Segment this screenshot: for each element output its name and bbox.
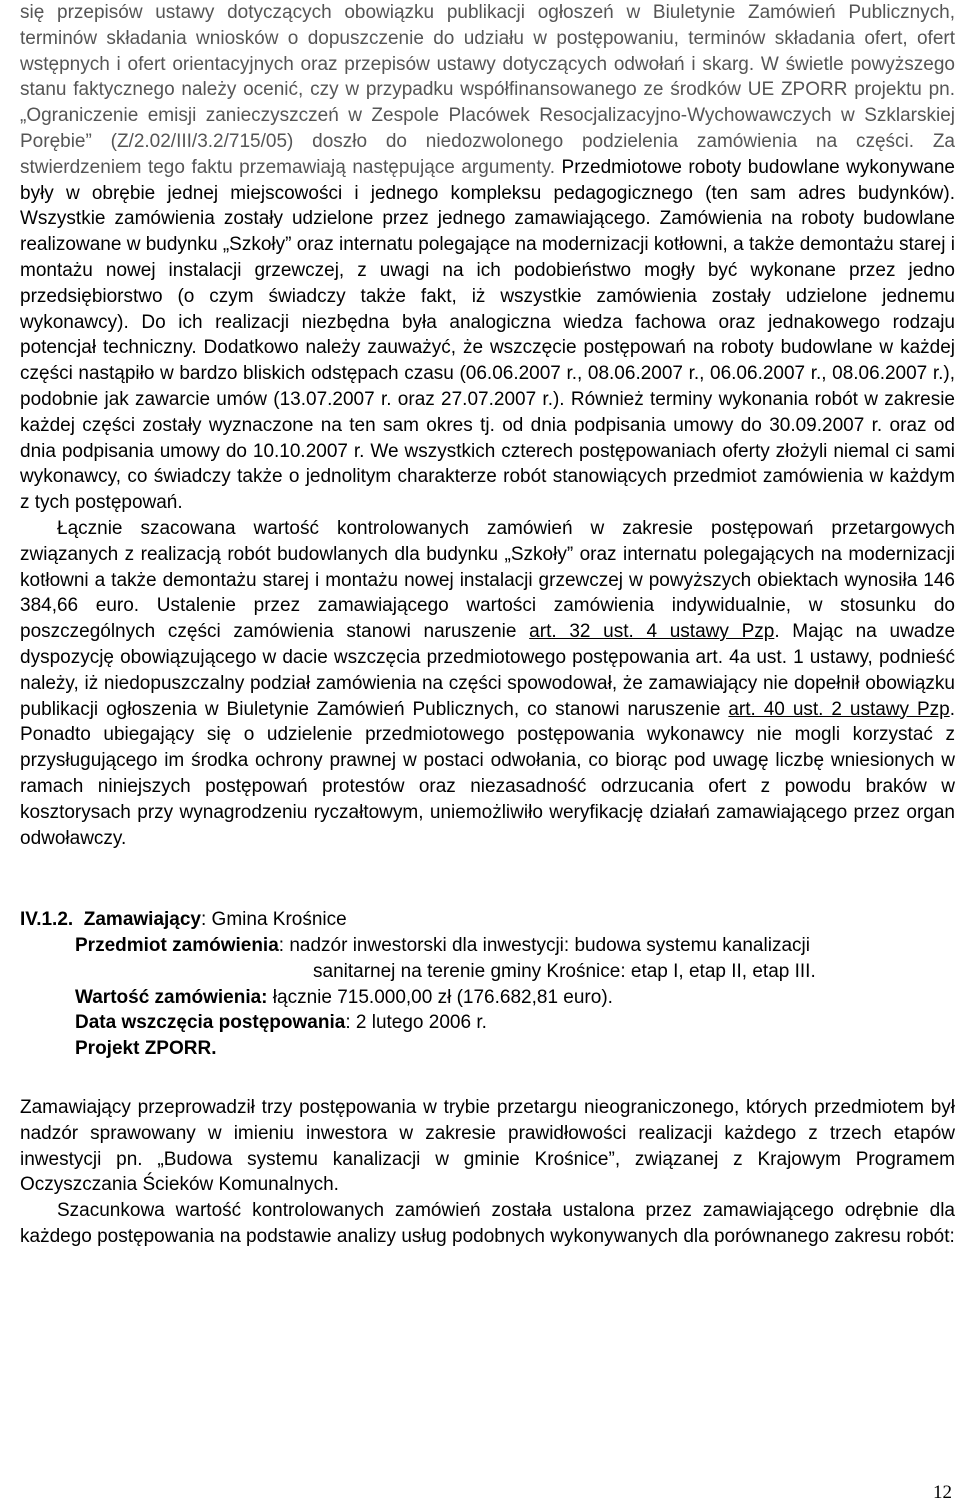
paragraph-total-value-text2: . Mając na uwadze dyspozycję obowiązującego w dacie wszczęcia przedmiotowego postępowania art. 4a ust. 1 ustawy, podnieść należy, iż niedopuszczalny podział zamówienia na części spowodował, że zamawiający nie dopełnił obowiązku publikacji ogłoszenia w Biuletynie Zamówień Publicznych, co stanowi naruszenie <box>20 621 956 720</box>
detail-subject-continuation: sanitarnej na terenie gminy Krośnice: etap I, etap II, etap III. <box>313 960 816 982</box>
paragraph-estimated-value: Szacunkowa wartość kontrolowanych zamówień została ustalona przez zamawiającego odrębnie dla każdego postępowania na podstawie analizy usług podobnych wykonywanych dla porównanego zakresu robót: <box>20 1200 955 1248</box>
spacer <box>20 1062 955 1095</box>
section-value: : Gmina Krośnice <box>201 909 347 931</box>
detail-subject-label: Przedmiot zamówienia <box>75 935 279 957</box>
law-reference-art32[interactable]: art. 32 ust. 4 ustawy Pzp <box>529 621 775 643</box>
paragraph-continuation <box>20 0 955 516</box>
paragraph-continuation-part1: się przepisów ustawy dotyczących obowiązku publikacji ogłoszeń w Biuletynie Zamówień Publicznych, terminów składania wniosków o dopuszczenie do udziału w postępowaniu, terminów składania ofert, ofert wstępnych i ofert orientacyjnych oraz przepisów ustawy dotyczących odwołań i skarg. W świetle powyższego stanu faktycznego należy ocenić, czy w przypadku współfinansowanego ze środków UE ZPORR projektu pn. „Ograniczenie emisji zanieczyszczeń w Zespole Placówek Resocjalizacyjno-Wychowawczych w Szklarskiej Porębie” (Z/2.02/III/3.2/715/05) doszło do niedozwolonego podzielenia zamówienia na części. Za stwierdzeniem tego faktu przemawiają następujące argumenty. <box>20 2 955 178</box>
detail-subject <box>75 933 955 985</box>
paragraph-continuation-part2: Przedmiotowe roboty budowlane wykonywane były w obrębie jednej miejscowości i jednego kompleksu pedagogicznego (ten sam adres budynków). Wszystkie zamówienia zostały udzielone przez jednego zamawiającego. Zamówienia na roboty budowlane realizowane w budynku „Szkoły” oraz internatu polegające na modernizacji kotłowni, a także demontażu starej i montażu nowej instalacji grzewczej, z uwagi na ich podobieństwo mogły być wykonane przez jedno przedsiębiorstwo (o czym świadczy także fakt, iż wszystkie zamówienia zostały udzielone jednemu wykonawcy). Do ich realizacji niezbędna była analogiczna wiedza fachowa oraz jednakowego rodzaju potencjał techniczny. Dodatkowo należy zauważyć, że wszczęcie postępowań na roboty budowlane w każdej części nastąpiło w bardzo bliskich odstępach czasu (06.06.2007 r., 08.06.2007 r., 06.06.2007 r., 08.06.2007 r.), podobnie jak zawarcie umów (13.07.2007 r. oraz 27.07.2007 r.). Również terminy wykonania robót w zakresie każdej części zostały wyznaczone na ten sam okres tj. od dnia podpisania umowy do 30.09.2007 r. oraz od dnia podpisania umowy do 10.10.2007 r. We wszystkich czterech postępowaniach oferty złożyli niemal ci sami wykonawcy, co świadczy także o jednolitym charakterze robót stanowiących przedmiot zamówienia w każdym z tych postępowań. <box>20 156 955 514</box>
section-number: IV.1.2. <box>20 909 74 931</box>
section-label: Zamawiający <box>83 909 201 931</box>
detail-project-label: Projekt ZPORR. <box>75 1038 217 1060</box>
detail-date-value: : 2 lutego 2006 r. <box>345 1012 487 1034</box>
detail-project <box>75 1036 955 1062</box>
detail-value <box>75 985 955 1011</box>
detail-date <box>75 1010 955 1036</box>
detail-value-value: łącznie 715.000,00 zł (176.682,81 euro). <box>267 986 613 1008</box>
spacer <box>20 851 955 907</box>
page-number: 12 <box>933 1482 952 1503</box>
paragraph-procedures: Zamawiający przeprowadził trzy postępowania w trybie przetargu nieograniczonego, których przedmiotem był nadzór sprawowany w imieniu inwestora w zakresie prawidłowości realizacji każdego z trzech etapów inwestycji pn. „Budowa systemu kanalizacji w gminie Krośnice”, związanej z Krajowym Programem Oczyszczania Ścieków Komunalnych. <box>20 1097 955 1196</box>
detail-subject-value: : nadzór inwestorski dla inwestycji: budowa systemu kanalizacji <box>278 935 810 957</box>
law-reference-art40[interactable]: art. 40 ust. 2 ustawy Pzp <box>728 698 950 720</box>
paragraph-total-value-text3: . Ponadto ubiegający się o udzielenie przedmiotowego postępowania wykonawcy nie mogli korzystać z przysługującego im środka ochrony prawnej w postaci odwołania, co biorąc pod uwagę liczbę wniesionych w ramach niniejszych postępowań protestów oraz niezasadność odrzucania ofert z powodu braków w kosztorysach przy wynagrodzeniu ryczałtowym, uniemożliwiło weryfikację działań zamawiającego przez organ odwoławczy. <box>20 698 955 849</box>
section-heading <box>20 907 955 933</box>
paragraph-total-value <box>20 516 955 851</box>
detail-value-label: Wartość zamówienia: <box>75 986 268 1008</box>
detail-date-label: Data wszczęcia postępowania <box>75 1012 346 1034</box>
document-page <box>20 0 955 1250</box>
paragraph-total-value-text1: Łącznie szacowana wartość kontrolowanych zamówień w zakresie postępowań przetargowych związanych z realizacją robót budowlanych dla budynku „Szkoły” oraz internatu polegających na modernizacji kotłowni a także demontażu starej i montażu nowej instalacji grzewczej w powyższych obiektach wynosiła 146 384,66 euro. Ustalenie przez zamawiającego wartości zamówienia indywidualnie, w stosunku do poszczególnych części zamówienia stanowi naruszenie <box>20 517 955 643</box>
